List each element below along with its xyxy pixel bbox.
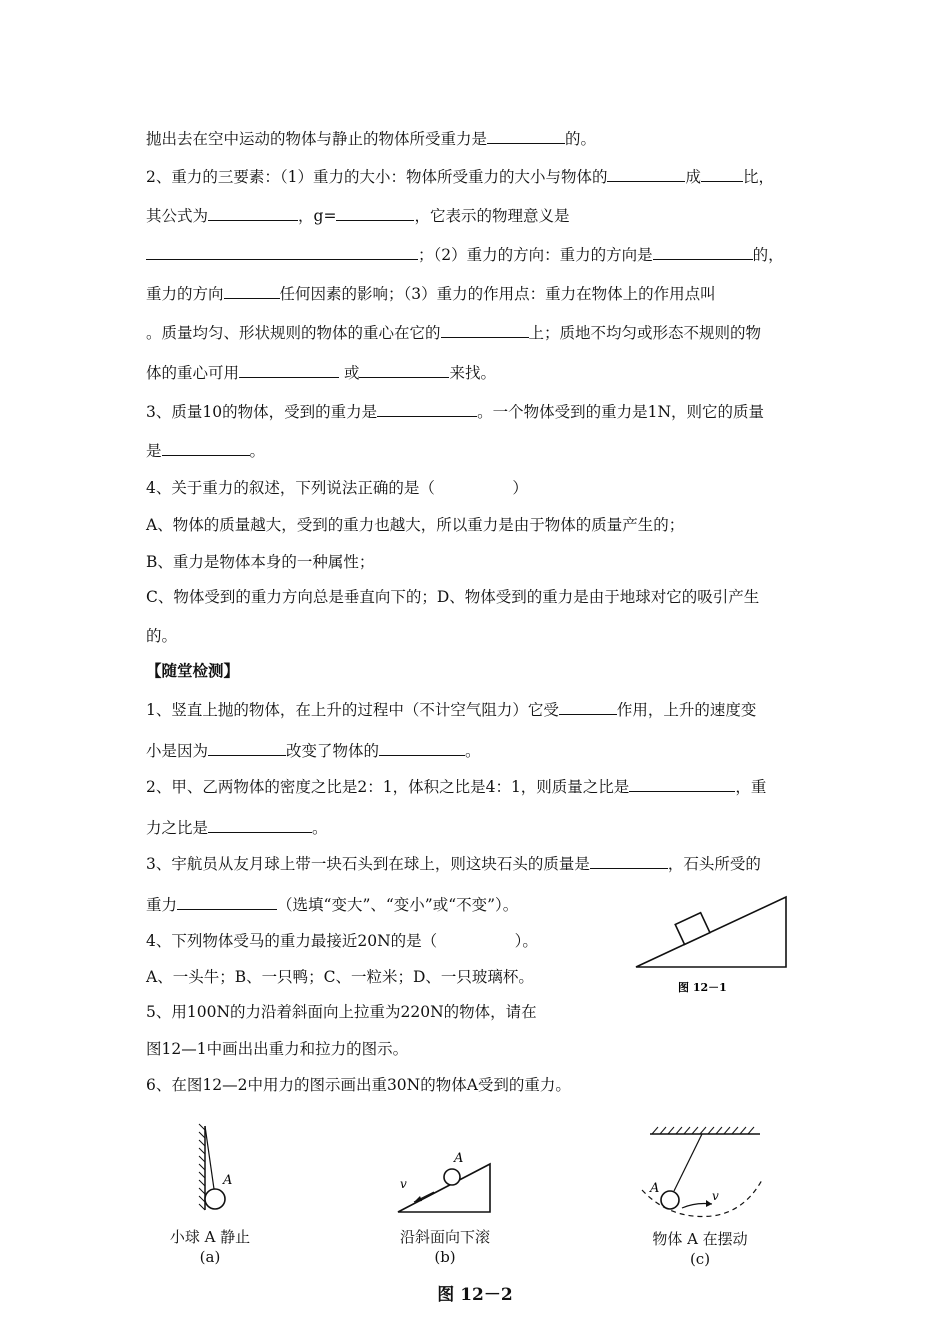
t2-line2: 力之比是 。 (146, 819, 328, 837)
blank[interactable] (607, 166, 685, 182)
blank[interactable] (162, 440, 250, 456)
block (675, 913, 710, 945)
figure-12-2c (640, 1124, 770, 1220)
blank[interactable] (208, 817, 312, 833)
svg-text:A: A (223, 1173, 233, 1188)
figure-12-1-incline (630, 895, 810, 997)
q2-line6: 体的重心可用 或 来找。 (146, 364, 496, 382)
t3-line1: 3、宇航员从友月球上带一块石头到在球上，则这块石头的质量是 ，石头所受的 (146, 855, 761, 873)
blank[interactable] (653, 244, 753, 260)
sub-caption-c: (c) (689, 1250, 711, 1268)
string (205, 1126, 214, 1189)
blank[interactable] (590, 853, 668, 869)
blank[interactable] (359, 362, 449, 378)
figure-12-2b (390, 1146, 500, 1216)
q2-line5: 。质量均匀、形状规则的物体的重心在它的 上；质地不均匀或形态不规则的物 (146, 324, 762, 342)
blank[interactable] (208, 740, 286, 756)
q3-line2: 是 。 (146, 442, 266, 460)
blank[interactable] (441, 322, 529, 338)
figure-12-1-caption: 图 12－1 (678, 981, 727, 994)
figure-12-2a (185, 1122, 245, 1214)
caption-a: 小球 A 静止 (169, 1228, 251, 1246)
pendulum-string (674, 1134, 702, 1191)
incline (398, 1164, 490, 1212)
t5-line1: 5、用100N的力沿着斜面向上拉重为220N的物体，请在 (146, 1003, 537, 1021)
blank[interactable] (559, 699, 617, 715)
ball-a (205, 1189, 225, 1209)
q2-line1: 2、重力的三要素：（1）重力的大小：物体所受重力的大小与物体的 成 比， (146, 168, 775, 186)
q4-option-cd-cont: 的。 (146, 627, 178, 645)
section-title: 【随堂检测】 (146, 661, 240, 680)
blank[interactable] (377, 401, 477, 417)
q2-line4: 重力的方向 任何因素的影响；（3）重力的作用点：重力在物体上的作用点叫 (146, 285, 716, 303)
wall-hatching (199, 1124, 205, 1210)
svg-text:A: A (454, 1151, 464, 1166)
blank[interactable] (379, 740, 465, 756)
caption-c: 物体 A 在摆动 (652, 1230, 748, 1248)
t3-line2: 重力 （选填“变大”、“变小”或“不变”）。 (146, 896, 519, 914)
sub-caption-a: (a) (199, 1248, 221, 1266)
svg-text:v: v (400, 1177, 407, 1191)
blank[interactable] (208, 205, 298, 221)
q4-option-b: B、重力是物体本身的一种属性； (146, 553, 375, 571)
t2-line1: 2、甲、乙两物体的密度之比是2：1，体积之比是4：1，则质量之比是 ，重 (146, 778, 767, 796)
blank[interactable] (701, 166, 743, 182)
blank[interactable] (487, 128, 565, 144)
t1-line2: 小是因为 改变了物体的 。 (146, 742, 481, 760)
ball-a (661, 1191, 679, 1209)
svg-text:A: A (650, 1181, 660, 1196)
caption-b: 沿斜面向下滚 (399, 1228, 490, 1246)
svg-text:v: v (712, 1189, 719, 1203)
t5-line2: 图12—1中画出出重力和拉力的图示。 (146, 1040, 409, 1058)
blank[interactable] (629, 776, 735, 792)
q3-line1: 3、质量10的物体，受到的重力是 。一个物体受到的重力是1N，则它的质量 (146, 403, 765, 421)
q4-option-cd: C、物体受到的重力方向总是垂直向下的；D、物体受到的重力是由于地球对它的吸引产生 (146, 588, 760, 606)
t6-line1: 6、在图12—2中用力的图示画出重30N的物体A受到的重力。 (146, 1076, 571, 1094)
blank[interactable] (177, 894, 277, 910)
t4-options: A、一头牛；B、一只鸭；C、一粒米；D、一只玻璃杯。 (146, 968, 534, 986)
figure-12-2-title: 图 12－2 (437, 1285, 513, 1305)
swing-path (642, 1180, 762, 1216)
q4-question: 4、关于重力的叙述，下列说法正确的是（ ） (146, 479, 528, 497)
blank[interactable] (224, 283, 280, 299)
t1-line1: 1、竖直上抛的物体，在上升的过程中（不计空气阻力）它受 作用，上升的速度变 (146, 701, 757, 719)
q4-option-a: A、物体的质量越大，受到的重力也越大，所以重力是由于物体的质量产生的； (146, 516, 685, 534)
ball-a (444, 1169, 460, 1185)
arrow-head-icon (414, 1196, 422, 1202)
line-gravity-same: 抛出去在空中运动的物体与静止的物体所受重力是 的。 (146, 130, 597, 148)
ceiling-hatching (652, 1127, 754, 1134)
blank[interactable] (336, 205, 414, 221)
blank[interactable] (146, 244, 418, 260)
blank[interactable] (239, 362, 339, 378)
q2-line3: ；（2）重力的方向：重力的方向是 的， (146, 244, 784, 265)
q2-line2: 其公式为 ，g= ，它表示的物理意义是 (146, 207, 570, 225)
t4-question: 4、下列物体受马的重力最接近20N的是（ ）。 (146, 932, 538, 950)
sub-caption-b: (b) (434, 1248, 456, 1266)
incline-triangle (636, 897, 786, 967)
